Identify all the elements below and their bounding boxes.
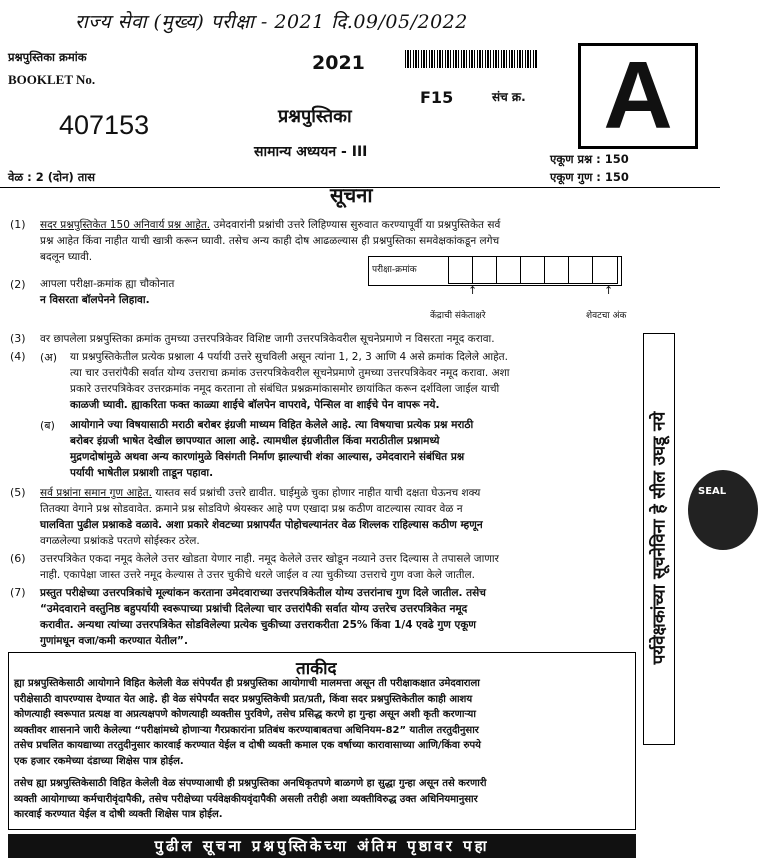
- roll-number-grid[interactable]: [448, 256, 618, 284]
- item-number: (2): [10, 278, 26, 291]
- item-number: (6): [10, 552, 26, 565]
- text-line: काळजी घ्यावी. ह्याकरिता फक्त काळ्या शाईचे बॉलपेन वापरावे, पेन्सिल वा शाईचे पेन वापरू नये.: [70, 399, 440, 411]
- item-number: (4): [10, 350, 26, 363]
- exam-year: 2021: [312, 52, 365, 74]
- text-line: एक हजार रकमेच्या दंडाच्या शिक्षेस पात्र होईल.: [14, 755, 184, 767]
- instruction-5: [40, 485, 640, 549]
- roll-cell[interactable]: [521, 257, 545, 283]
- subject-name: सामान्य अध्ययन - III: [254, 144, 368, 160]
- text-line: उमेदवारांनी प्रश्नांची उत्तरे लिहिण्यास सुरुवात करण्यापूर्वी या प्रश्नपुस्तिकेत सर्व: [210, 219, 501, 231]
- footer-banner: [8, 834, 636, 858]
- item-number: (3): [10, 332, 26, 345]
- warning-paragraph-1: [14, 676, 632, 769]
- instruction-6: [40, 551, 640, 583]
- last-digit-label: शेवटचा अंक: [586, 311, 627, 321]
- arrow-up-icon: ↑: [604, 284, 614, 297]
- barcode: [405, 50, 537, 68]
- series-code: F15: [420, 88, 454, 107]
- booklet-label-english: BOOKLET No.: [8, 72, 96, 87]
- text-line: आयोगाने ज्या विषयासाठी मराठी बरोबर इंग्रजी माध्यम विहित केलेले आहे. त्या विषयाचा प्रत्येक प्रश्न मराठी: [70, 419, 474, 431]
- text-line: सर्व प्रश्नांना समान गुण आहेत.: [40, 487, 153, 499]
- handwritten-exam-note: राज्य सेवा (मुख्य) परीक्षा - 2021 दि.09/05/2022: [75, 11, 468, 33]
- warning-heading: ताकीद: [296, 659, 337, 679]
- text-line: प्रस्तुत परीक्षेच्या उत्तरपत्रिकांचे मूल्यांकन करताना उमेदवाराच्या उत्तरपत्रिकेतील योग्य उत्तरांनाच गुण दिले जातील. तसेच: [40, 587, 486, 599]
- instruction-4a: [70, 349, 640, 413]
- series-label: संच क्र.: [492, 90, 526, 104]
- booklet-title: प्रश्नपुस्तिका: [278, 106, 352, 127]
- instruction-2: [40, 276, 174, 308]
- sub-item-mark: (अ): [40, 351, 57, 364]
- text-line: उत्तरपत्रिकेत एकदा नमूद केलेले उत्तर खोडता येणार नाही. नमूद केलेले उत्तर खोडून नव्याने उत्तर दिल्यास ते तपासले जाणार: [40, 553, 499, 565]
- roll-cell[interactable]: [497, 257, 521, 283]
- text-line: करावीत. अन्यथा त्यांच्या उत्तरपत्रिकेत सोडविलेल्या प्रत्येक चुकीच्या उत्तराकरीता 25% किंवा 1/4 एवढे गुण एकूण: [40, 619, 476, 631]
- roll-cell[interactable]: [593, 257, 617, 283]
- booklet-label-marathi: प्रश्नपुस्तिका क्रमांक: [8, 50, 87, 64]
- text-line: न विसरता बॉलपेनने लिहावा.: [40, 294, 150, 306]
- text-line: बरोबर इंग्रजी भाषेत देखील छापण्यात आला आहे. त्यामधील इंग्रजीतील किंवा मराठीतील प्रश्नामध्ये: [70, 435, 440, 447]
- roll-cell[interactable]: [569, 257, 593, 283]
- text-line: व्यक्तीवर शासनाने जारी केलेल्या “परीक्षांमध्ये होणाऱ्या गैरप्रकारांना प्रतिबंध करण्याबाबतचा अधिनियम-82” यातील तरतुदीनुसार: [14, 724, 479, 736]
- text-line: प्रकारे उत्तरपत्रिकेवर उत्तरक्रमांक नमूद करताना तो संबंधित प्रश्नक्रमांकासमोर छायांकित करून दर्शविला जाईल याची: [70, 383, 500, 395]
- text-line: सदर प्रश्नपुस्तिकेत 150 अनिवार्य प्रश्न आहेत.: [40, 219, 211, 231]
- text-line: कोणत्याही स्वरूपात प्रत्यक्ष वा अप्रत्यक्षपणे कोणत्याही व्यक्तीस पुरविणे, तसेच प्रसिद्ध करणे हा गुन्हा असून अशी कृती करणाऱ्या: [14, 709, 476, 720]
- item-number: (7): [10, 586, 26, 599]
- text-line: तसेच प्रचलित कायद्याच्या तरतुदीनुसार कारवाई करण्यात येईल व दोषी व्यक्ती कमाल एक वर्षाच्या कारावासाच्या आणि/किंवा रुपये: [14, 740, 481, 751]
- text-line: प्रश्न आहेत किंवा नाहीत याची खात्री करून घ्यावी. तसेच अन्य काही दोष आढळल्यास ही प्रश्नपुस्तिका समवेक्षकांकडून लगेच: [40, 235, 500, 247]
- text-line: घालविता पुढील प्रश्नाकडे वळावे. अशा प्रकारे शेवटच्या प्रश्नापर्यंत पोहोचल्यानंतर वेळ शिल्लक राहिल्यास कठीण म्हणून: [40, 519, 483, 531]
- text-line: तसेच ह्या प्रश्नपुस्तिकेसाठी विहित केलेली वेळ संपण्याआधी ही प्रश्नपुस्तिका अनधिकृतपणे बाळगणे हा सुद्धा गुन्हा असून तसे करणारी: [14, 778, 487, 789]
- arrow-up-icon: ↑: [468, 284, 478, 297]
- instructions-heading: सूचना: [330, 183, 373, 207]
- seal-tab[interactable]: [688, 470, 758, 550]
- centre-code-label: केंद्राची संकेताक्षरे: [430, 311, 486, 321]
- roll-number-label: परीक्षा-क्रमांक: [372, 265, 417, 275]
- roll-cell[interactable]: [449, 257, 473, 283]
- item-number: (1): [10, 218, 26, 231]
- text-line: कारवाई करण्यात येईल व दोषी व्यक्ती शिक्षेस पात्र होईल.: [14, 809, 223, 820]
- text-line: “उमेदवाराने वस्तुनिष्ठ बहुपर्यायी स्वरूपाच्या प्रश्नांची दिलेल्या चार उत्तरांपैकी सर्वात योग्य उत्तरेच उत्तरपत्रिकेत नमूद: [40, 603, 468, 615]
- item-number: (5): [10, 486, 26, 499]
- instruction-7: [40, 585, 640, 649]
- seal-label: SEAL: [698, 486, 727, 497]
- text-line: मुद्रणदोषांमुळे अथवा अन्य कारणांमुळे विसंगती निर्माण झाल्याची शंका आल्यास, उमेदवाराने संबंधित प्रश्न: [70, 451, 465, 463]
- text-line: पर्यायी भाषेतील प्रश्नाशी ताडून पहावा.: [70, 467, 214, 479]
- text-line: वगळलेल्या प्रश्नांकडे परतणे सोईस्कर ठरेल.: [40, 535, 200, 547]
- series-letter: A: [603, 42, 673, 149]
- text-line: त्या चार उत्तरांपैकी सर्वात योग्य उत्तराचा क्रमांक उत्तरपत्रिकेवरील सूचनेप्रमाणे तुमच्या उत्तरपत्रिकेवर नमूद करावा. अशा: [70, 367, 510, 379]
- text-line: व्यक्ती आयोगाच्या कर्मचारीवृंदापैकी, तसेच परीक्षेच्या पर्यवेक्षकीयवृंदापैकी असली तरीही अशा व्यक्तीविरुद्ध उक्त अधिनियमानुसार: [14, 793, 478, 805]
- text-line: तितक्या वेगाने प्रश्न सोडवावेत. क्रमाने प्रश्न सोडविणे श्रेयस्कर आहे पण एखादा प्रश्न कठीण वाटल्यास त्यावर वेळ न: [40, 503, 463, 515]
- text-line: वर छापलेला प्रश्नपुस्तिका क्रमांक तुमच्या उत्तरपत्रिकेवर विशिष्ट जागी उत्तरपत्रिकेवरील सूचनेप्रमाणे न विसरता नमूद करावा.: [40, 333, 495, 345]
- footer-text: पुढील सूचना प्रश्नपुस्तिकेच्या अंतिम पृष्ठावर पहा: [154, 837, 490, 855]
- booklet-number: 407153: [59, 110, 150, 140]
- text-line: ह्या प्रश्नपुस्तिकेसाठी आयोगाने विहित केलेली वेळ संपेपर्यंत ही प्रश्नपुस्तिका आयोगाची मालमत्ता असून ती परीक्षाकक्षात उमेदवाराला: [14, 678, 480, 689]
- exam-time: वेळ : 2 (दोन) तास: [8, 170, 96, 184]
- total-marks: एकूण गुण : 150: [550, 170, 629, 184]
- text-line: परीक्षेसाठी वापरण्यास देण्यात येत आहे. ही वेळ संपेपर्यंत सदर प्रश्नपुस्तिकेची प्रत/प्रती, किंवा सदर प्रश्नपुस्तिकेतील काही आशय: [14, 693, 473, 705]
- sub-item-mark: (ब): [40, 419, 55, 432]
- instruction-3: [40, 331, 640, 347]
- text-line: यास्तव सर्व प्रश्नांची उत्तरे द्यावीत. घाईमुळे चुका होणार नाहीत याची दक्षता घेऊनच शक्य: [152, 487, 481, 499]
- text-line: बदलून घ्यावी.: [40, 251, 93, 263]
- text-line: आपला परीक्षा-क्रमांक ह्या चौकोनात: [40, 278, 175, 290]
- warning-paragraph-2: [14, 776, 632, 823]
- text-line: नाही. एकापेक्षा जास्त उत्तरे नमूद केल्यास ते उत्तर चुकीचे धरले जाईल व त्या चुकीच्या उत्तराचे गुण वजा केले जातील.: [40, 569, 475, 581]
- side-instruction-text: पर्यवेक्षकांच्या सूचनेविना हे सील उघडू नये: [649, 411, 670, 665]
- total-questions: एकूण प्रश्न : 150: [550, 152, 629, 166]
- instruction-4b: [70, 417, 640, 481]
- roll-cell[interactable]: [545, 257, 569, 283]
- roll-cell[interactable]: [473, 257, 497, 283]
- series-letter-box: [578, 43, 698, 149]
- text-line: या प्रश्नपुस्तिकेतील प्रत्येक प्रश्नाला 4 पर्यायी उत्तरे सुचविली असून त्यांना 1, 2, 3 आणि 4 असे क्रमांक दिलेले आहेत.: [70, 351, 508, 363]
- text-line: गुणांमधून वजा/कमी करण्यात येतील”.: [40, 635, 188, 647]
